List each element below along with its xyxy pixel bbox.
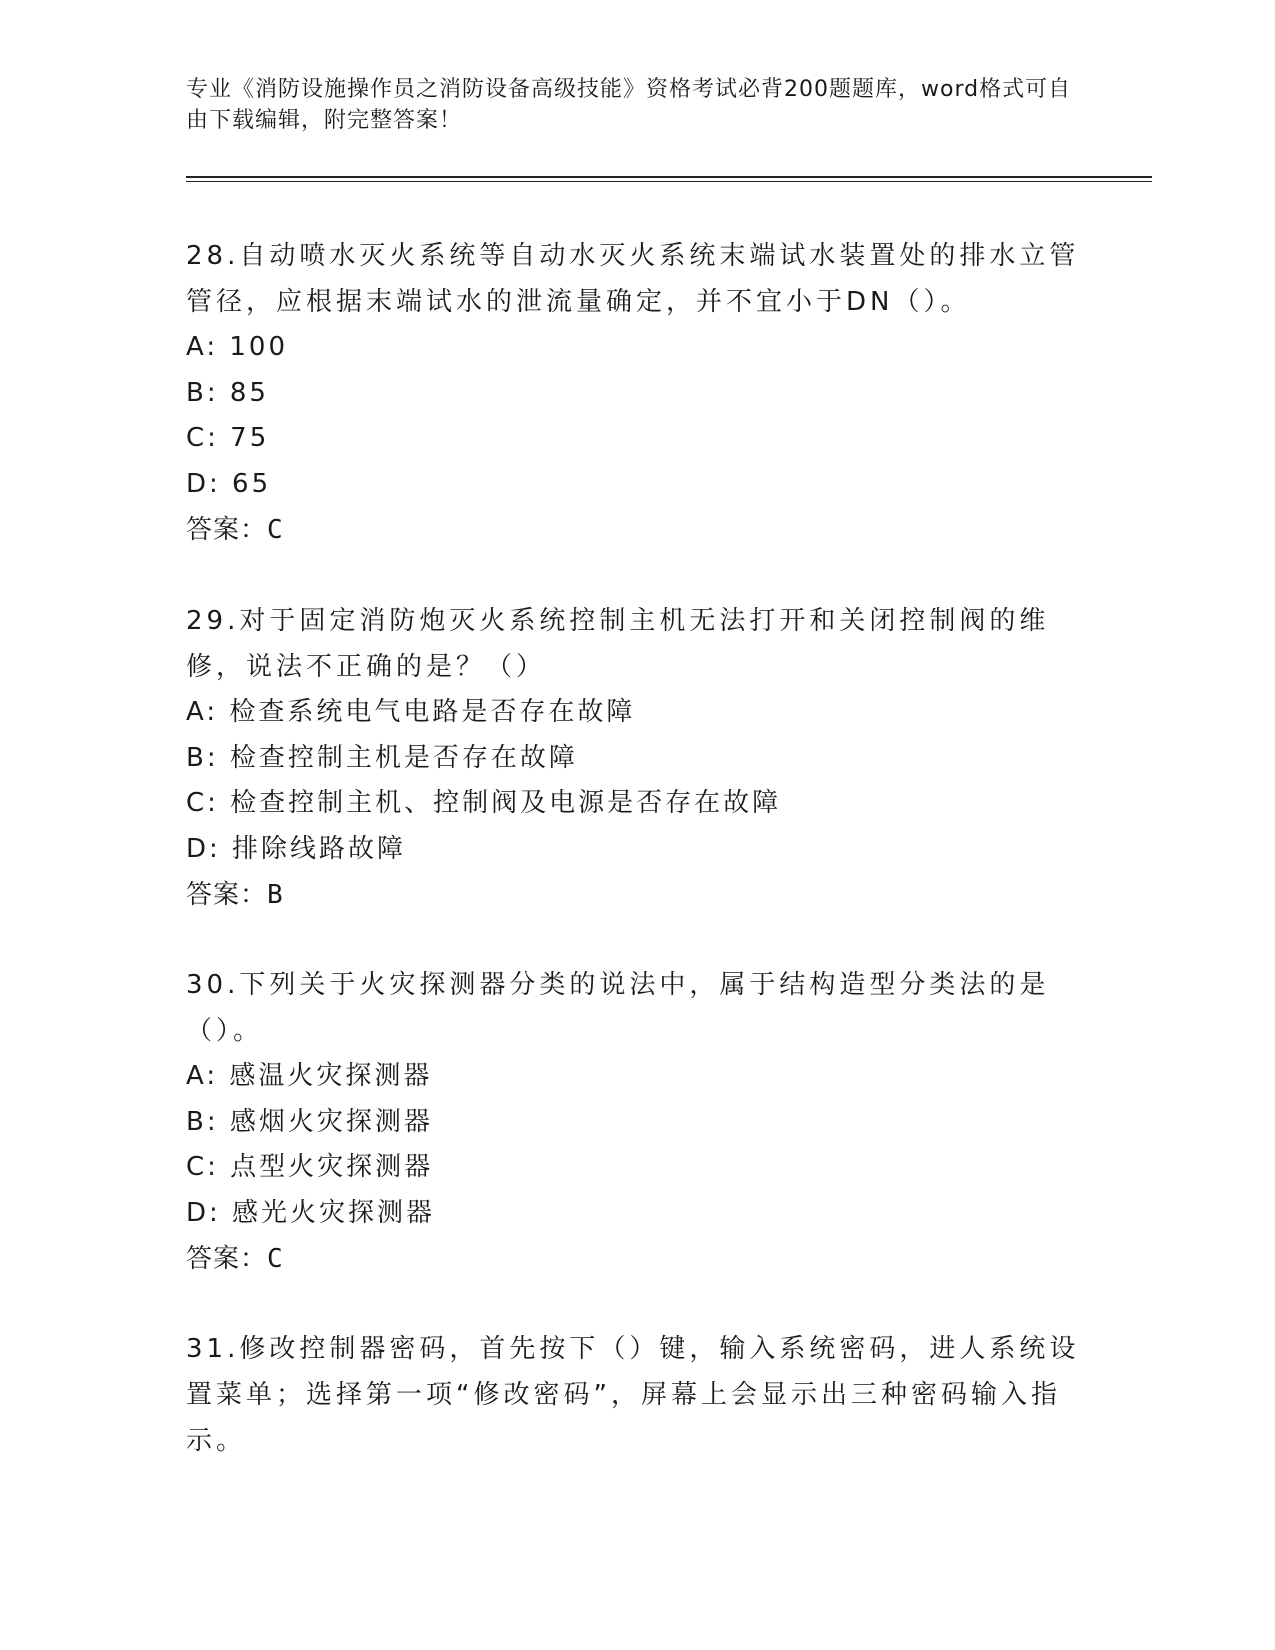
question-30 [186,962,1086,1282]
answer [186,507,1086,553]
option-c: C: 点型火灾探测器 [186,1152,434,1182]
answer-value: C [267,1244,284,1274]
option-b: B: 85 [186,377,269,408]
question-stem: 29.对于固定消防炮灭火系统控制主机无法打开和关闭控制阀的维修，说法不正确的是？（） [186,606,1050,682]
answer-label: 答案： [186,1244,268,1274]
answer-label: 答案： [186,880,268,910]
question-29 [186,598,1086,918]
answer [186,1236,1086,1282]
option-a: A: 感温火灾探测器 [186,1061,433,1091]
option-d: D: 感光火灾探测器 [186,1197,436,1228]
document-header: 专业《消防设施操作员之消防设备高级技能》资格考试必背200题题库，word格式可自由下载编辑，附完整答案！ [186,77,1072,133]
option-b: B: 感烟火灾探测器 [186,1106,433,1137]
answer-value: C [267,515,284,545]
answer [186,872,1086,918]
option-d: D: 65 [186,468,272,499]
option-b: B: 检查控制主机是否存在故障 [186,742,578,773]
header-divider-thick [186,176,1152,178]
question-31 [186,1326,1086,1464]
answer-value: B [267,880,284,910]
question-stem: 31.修改控制器密码，首先按下（）键，输入系统密码，进人系统设置菜单；选择第一项“修改密码”，屏幕上会显示出三种密码输入指示。 [186,1334,1080,1456]
option-c: C: 检查控制主机、控制阀及电源是否存在故障 [186,788,782,818]
question-stem: 30.下列关于火灾探测器分类的说法中，属于结构造型分类法的是（）。 [186,970,1050,1046]
header-divider-thin [186,181,1152,182]
question-stem: 28.自动喷水灭火系统等自动水灭火系统末端试水装置处的排水立管管径，应根据末端试水的泄流量确定，并不宜小于DN（）。 [186,241,1080,317]
option-c: C: 75 [186,423,270,453]
question-28 [186,233,1086,553]
option-d: D: 排除线路故障 [186,833,407,864]
option-a: A: 100 [186,332,288,362]
option-a: A: 检查系统电气电路是否存在故障 [186,697,636,727]
answer-label: 答案： [186,515,268,545]
